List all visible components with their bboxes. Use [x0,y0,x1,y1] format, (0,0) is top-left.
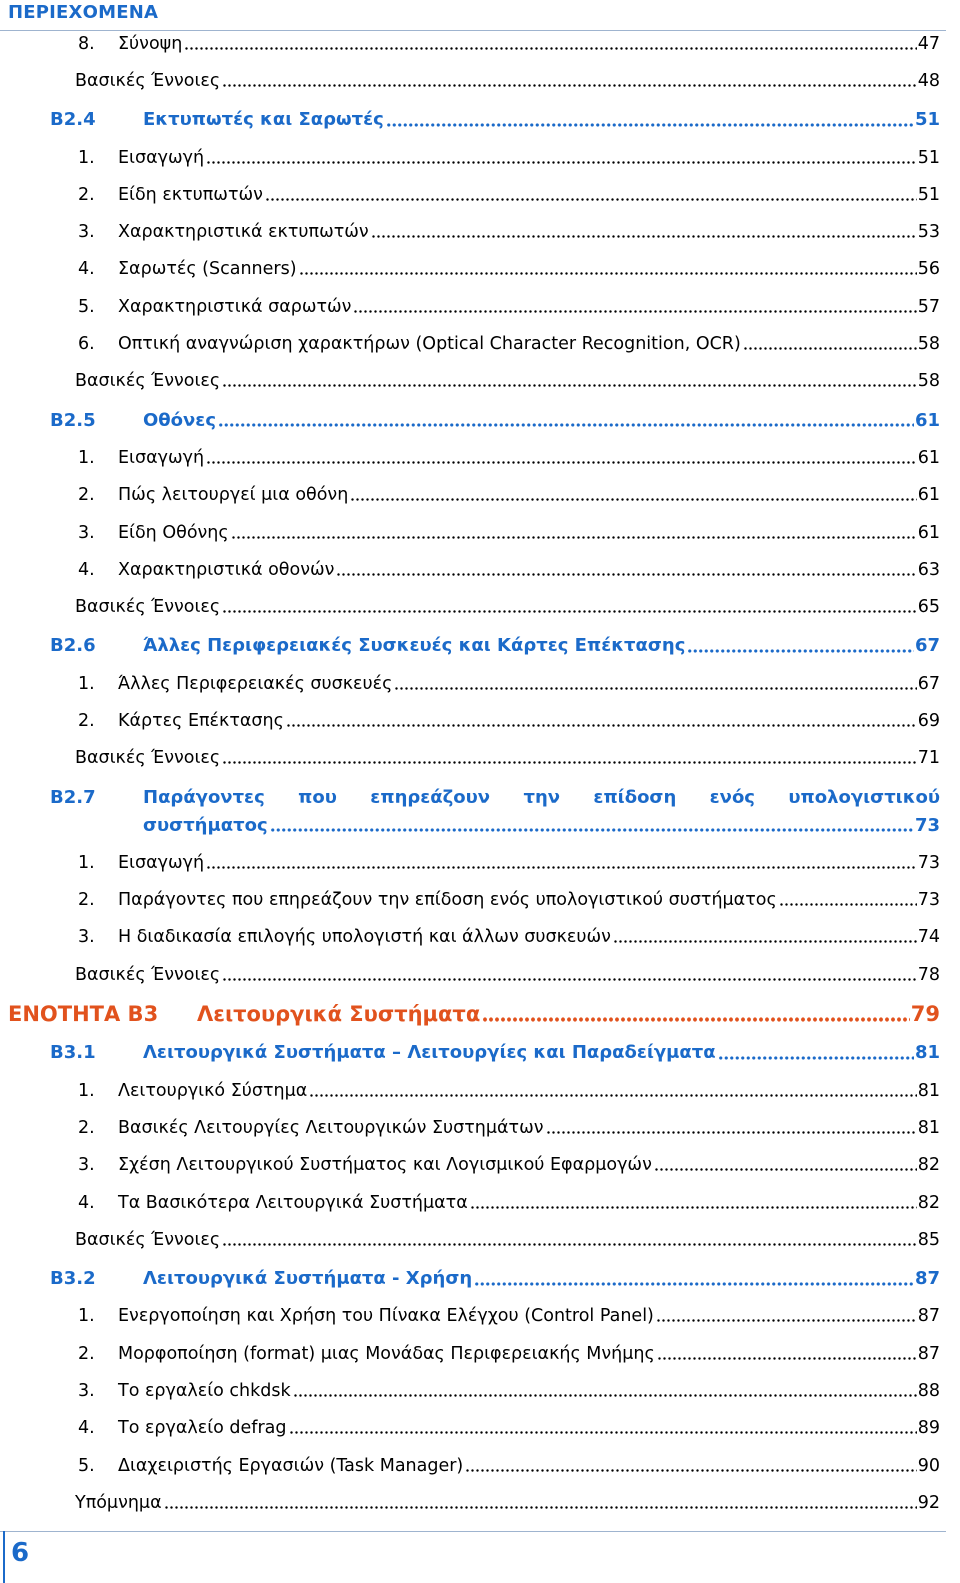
entry-title: Λειτουργικό Σύστημα [118,1080,308,1101]
toc-entry [0,1372,940,1409]
dot-leader [293,1385,917,1397]
entry-title: Κάρτες Επέκτασης [118,710,284,731]
section-code: Β3.1 [50,1042,96,1064]
entry-page-number: 67 [917,673,940,694]
entry-number: 5. [78,1455,95,1476]
entry-title: Εισαγωγή [118,147,205,168]
toc-entry-unnumbered [0,956,940,993]
entry-page-number: 87 [917,1343,940,1364]
entry-page-number: 61 [917,522,940,543]
dot-leader [350,489,916,501]
section-title: Οθόνες [143,409,216,431]
entry-page-number: 73 [917,852,940,873]
toc-entry-unnumbered [0,1484,940,1521]
entry-number: 1. [78,147,95,168]
section-code: Β2.7 [50,786,96,808]
section-page-number: 81 [914,1042,940,1064]
entry-number: 2. [78,710,95,731]
section-page-number: 67 [914,635,940,657]
entry-title: Βασικές Έννοιες [75,964,221,985]
entry-number: 1. [78,852,95,873]
toc-entry-unnumbered [0,740,940,777]
section-title: Άλλες Περιφερειακές Συσκευές και Κάρτες Επέκτασης [143,635,686,657]
entry-page-number: 85 [917,1229,940,1250]
dot-leader [474,1273,914,1286]
section-page-number: 51 [914,109,940,131]
entry-number: 2. [78,890,95,911]
entry-number: 1. [78,1080,95,1101]
entry-title: Χαρακτηριστικά εκτυπωτών [118,222,369,243]
entry-number: 5. [78,296,95,317]
dot-leader [222,1234,917,1246]
unit-title: Λειτουργικά Συστήματα [197,1002,481,1027]
entry-title: Υπόμνημα [75,1492,162,1513]
entry-title: Εισαγωγή [118,852,205,873]
dot-leader [371,226,917,238]
entry-page-number: 74 [917,927,940,948]
entry-title: Οπτική αναγνώριση χαρακτήρων (Optical Character Recognition, OCR) [118,334,741,355]
entry-page-number: 69 [917,710,940,731]
toc-entry [0,1184,940,1221]
unit-code: ΕΝΟΤΗΤΑ Β3 [8,1002,159,1027]
dot-leader [231,527,917,539]
dot-leader [222,75,917,87]
toc-entry [0,176,940,213]
entry-title: Το εργαλείο defrag [118,1418,287,1439]
dot-leader [465,1460,916,1472]
dot-leader [206,452,917,464]
footer-margin-bar [3,1531,5,1583]
toc-entry [0,514,940,551]
entry-page-number: 47 [917,33,940,54]
toc-section-heading [0,628,940,665]
entry-page-number: 65 [917,597,940,618]
entry-title: Βασικές Έννοιες [75,371,221,392]
entry-number: 1. [78,1306,95,1327]
dot-leader [164,1497,917,1509]
entry-title: Σαρωτές (Scanners) [118,259,297,280]
toc-section-heading [0,1261,940,1298]
entry-number: 3. [78,522,95,543]
section-code: Β2.4 [50,109,96,131]
dot-leader [270,819,914,832]
entry-page-number: 89 [917,1418,940,1439]
entry-title: Ενεργοποίηση και Χρήση του Πίνακα Ελέγχου (Control Panel) [118,1306,654,1327]
entry-page-number: 51 [917,184,940,205]
toc-entry [0,477,940,514]
entry-page-number: 82 [917,1155,940,1176]
toc-section-heading [0,102,940,139]
entry-number: 6. [78,334,95,355]
toc-entry [0,139,940,176]
section-title: Εκτυπωτές και Σαρωτές [143,109,384,131]
dot-leader [657,1348,917,1360]
toc-entry [0,1335,940,1372]
entry-page-number: 61 [917,485,940,506]
entry-page-number: 71 [917,748,940,769]
toc-entry [0,919,940,956]
dot-leader [654,1159,917,1171]
section-title-block [143,784,940,840]
page-number: 6 [11,1538,30,1568]
entry-page-number: 81 [917,1117,940,1138]
dot-leader [265,189,917,201]
toc-entry [0,551,940,588]
entry-number: 4. [78,1418,95,1439]
dot-leader [299,263,917,275]
entry-number: 2. [78,485,95,506]
section-title-line: Παράγοντες που επηρεάζουν την επίδοση ενός υπολογιστικού [143,786,940,808]
toc-entry-unnumbered [0,1221,940,1258]
section-title: Λειτουργικά Συστήματα – Λειτουργίες και Παραδείγματα [143,1042,716,1064]
dot-leader [482,1007,910,1022]
toc-entry [0,288,940,325]
entry-title: Βασικές Έννοιες [75,70,221,91]
dot-leader [206,857,917,869]
toc-entry [0,213,940,250]
entry-title: Το εργαλείο chkdsk [118,1381,291,1402]
entry-title: Εισαγωγή [118,447,205,468]
toc-entry [0,882,940,919]
toc-entry [0,1447,940,1484]
entry-number: 4. [78,259,95,280]
toc-entry [0,1410,940,1447]
toc-entry [0,1109,940,1146]
toc-unit-heading [0,995,940,1032]
entry-title: Βασικές Έννοιες [75,597,221,618]
entry-title: Σχέση Λειτουργικού Συστήματος και Λογισμικού Εφαρμογών [118,1155,652,1176]
entry-number: 3. [78,1381,95,1402]
section-code: Β2.6 [50,635,96,657]
toc-entry [0,1072,940,1109]
dot-leader [687,640,914,653]
toc-entry [0,844,940,881]
entry-title: Χαρακτηριστικά σαρωτών [118,296,352,317]
toc-entry [0,325,940,362]
page-header-title: ΠΕΡΙΕΧΟΜΕΝΑ [8,2,159,23]
section-page-number: 73 [914,814,940,836]
section-title: Λειτουργικά Συστήματα - Χρήση [143,1268,473,1290]
dot-leader [286,715,917,727]
section-page-number: 61 [914,409,940,431]
unit-page-number: 79 [910,1002,940,1027]
toc-section-heading [0,779,940,844]
toc-entry-unnumbered [0,62,940,99]
entry-title: Διαχειριστής Εργασιών (Task Manager) [118,1455,464,1476]
entry-title: Χαρακτηριστικά οθονών [118,559,335,580]
dot-leader [470,1197,917,1209]
entry-title: Άλλες Περιφερειακές συσκευές [118,673,393,694]
toc-entry [0,1147,940,1184]
entry-title: Σύνοψη [118,33,183,54]
entry-number: 3. [78,927,95,948]
entry-title: Μορφοποίηση (format) μιας Μονάδας Περιφερειακής Μνήμης [118,1343,655,1364]
toc-entry [0,251,940,288]
dot-leader [743,338,917,350]
entry-page-number: 78 [917,964,940,985]
entry-page-number: 53 [917,222,940,243]
dot-leader [184,38,916,50]
section-code: Β2.5 [50,409,96,431]
entry-title: Είδη Οθόνης [118,522,229,543]
entry-page-number: 51 [917,147,940,168]
entry-page-number: 81 [917,1080,940,1101]
entry-title: Βασικές Έννοιες [75,1229,221,1250]
dot-leader [289,1422,917,1434]
dot-leader [394,678,916,690]
entry-page-number: 82 [917,1192,940,1213]
entry-number: 2. [78,1343,95,1364]
dot-leader [222,752,917,764]
dot-leader [218,414,914,427]
entry-page-number: 57 [917,296,940,317]
toc-section-heading [0,402,940,439]
toc-entry-unnumbered [0,363,940,400]
entry-title: Βασικές Έννοιες [75,748,221,769]
dot-leader [309,1085,916,1097]
dot-leader [779,894,917,906]
entry-number: 2. [78,184,95,205]
entry-page-number: 58 [917,371,940,392]
entry-page-number: 88 [917,1381,940,1402]
entry-number: 4. [78,559,95,580]
table-of-contents [0,25,940,1522]
entry-page-number: 87 [917,1306,940,1327]
entry-page-number: 56 [917,259,940,280]
dot-leader [353,301,916,313]
entry-title: Παράγοντες που επηρεάζουν την επίδοση ενός υπολογιστικού συστήματος [118,890,777,911]
entry-page-number: 73 [917,890,940,911]
section-title-last-line [143,812,940,840]
entry-number: 3. [78,222,95,243]
entry-title: Βασικές Λειτουργίες Λειτουργικών Συστημάτων [118,1117,544,1138]
toc-entry [0,25,940,62]
entry-page-number: 90 [917,1455,940,1476]
dot-leader [386,114,914,127]
entry-title: Είδη εκτυπωτών [118,184,263,205]
entry-number: 8. [78,33,95,54]
dot-leader [206,152,917,164]
entry-title: Τα Βασικότερα Λειτουργικά Συστήματα [118,1192,468,1213]
entry-number: 1. [78,447,95,468]
toc-entry [0,439,940,476]
toc-section-heading [0,1035,940,1072]
toc-entry [0,702,940,739]
toc-entry [0,665,940,702]
dot-leader [222,969,917,981]
dot-leader [222,375,917,387]
entry-title: Η διαδικασία επιλογής υπολογιστή και άλλων συσκευών [118,927,611,948]
toc-entry [0,1298,940,1335]
dot-leader [546,1122,917,1134]
entry-number: 4. [78,1192,95,1213]
toc-entry-unnumbered [0,588,940,625]
entry-page-number: 48 [917,70,940,91]
section-page-number: 87 [914,1268,940,1290]
entry-page-number: 61 [917,447,940,468]
section-code: Β3.2 [50,1268,96,1290]
dot-leader [336,564,916,576]
dot-leader [222,601,917,613]
entry-number: 3. [78,1155,95,1176]
dot-leader [613,931,917,943]
dot-leader [656,1310,917,1322]
entry-page-number: 63 [917,559,940,580]
entry-page-number: 92 [917,1492,940,1513]
entry-number: 2. [78,1117,95,1138]
entry-title: Πώς λειτουργεί μια οθόνη [118,485,349,506]
section-title-line: συστήματος [143,814,268,836]
dot-leader [718,1047,914,1060]
entry-number: 1. [78,673,95,694]
entry-page-number: 58 [917,334,940,355]
footer-divider [0,1531,946,1532]
